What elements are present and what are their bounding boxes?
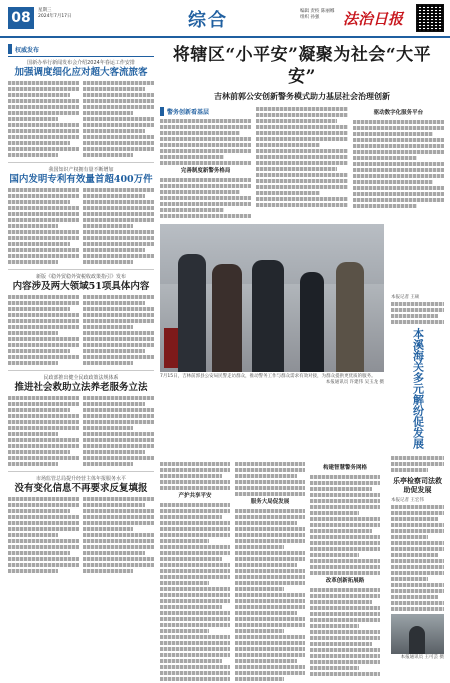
subheading: 驱动数字化服务平台: [373, 110, 424, 116]
story-title: 推进社会救助立法养老服务立法: [14, 382, 148, 393]
story-body: [8, 497, 154, 575]
layout-line: 组织 孙强: [300, 15, 320, 20]
side-author: 本报记者 王硕: [391, 295, 420, 300]
photo-credit: 本报通讯员 许建伟 吴玉龙 摄: [325, 380, 384, 385]
photo-caption: 7月15日，吉林前郭县公安局民警走访群众，推动警务工作与群众需求有效对接，为群众提供更优质的服务。: [160, 374, 376, 379]
main-text-row: [160, 107, 444, 220]
date-block: [38, 8, 72, 20]
story-body: [8, 188, 154, 266]
section-marker-icon: [160, 107, 164, 116]
subheading: 改革创新拓展路: [325, 578, 365, 584]
feature-photo: [160, 224, 384, 372]
story-title: 没有变化信息不再要求反复填报: [14, 483, 148, 494]
story-kicker: 国新办举行新闻发布会介绍2024年春运工作安排: [27, 60, 135, 66]
story-body: [8, 81, 154, 159]
lower-col-2: [235, 462, 305, 683]
main-section-header: [160, 107, 251, 116]
news-story: [8, 274, 154, 371]
story-kicker: 新版《稳外贸稳外资税收政策指引》发布: [35, 274, 126, 280]
masthead: [0, 0, 450, 38]
subheading: 产护共享平安: [178, 493, 212, 499]
story-kicker: 民政部推出健全民政政策法规体系: [43, 375, 119, 381]
story-title: 加强调度细化应对超大客流旅客: [14, 67, 148, 78]
page-number: 08: [8, 7, 34, 29]
subheading: 构建智慧警务网格: [322, 465, 367, 471]
story-kicker: 我国知识产权拥有量不断增加: [48, 167, 114, 173]
news-story: [8, 375, 154, 472]
lower-col-3: [310, 462, 380, 683]
lower-col-1: [160, 462, 230, 683]
left-column: [8, 44, 154, 676]
main-col-3: [353, 107, 444, 220]
main-lower-row: [160, 462, 444, 683]
side-author: 本报记者 王宏伟: [391, 498, 424, 503]
news-story: [8, 476, 154, 578]
main-col-2: [256, 107, 347, 220]
subheading: 完善制度新警务格局: [180, 168, 231, 174]
subheading: 服务大局促发展: [250, 499, 290, 505]
story-body: [8, 396, 154, 468]
weekday: 星期三: [38, 8, 52, 13]
story-title: 内容涉及两大领域51项具体内容: [12, 281, 150, 292]
story-body: [8, 295, 154, 367]
editor-credits: [300, 9, 334, 21]
main-col-1: [160, 107, 251, 220]
editor-line: 编辑 责校 陈丽娜: [300, 9, 335, 14]
news-story: [8, 167, 154, 270]
left-section-header: [8, 44, 154, 57]
main-feature: [160, 44, 444, 676]
side-photo-credit: 本报通讯员 王可芸 摄: [400, 655, 444, 660]
news-story: [8, 60, 154, 163]
left-section-label: 权威发布: [15, 46, 40, 54]
side-story-title: 乐亭检察司法救助促发展: [393, 476, 442, 494]
newspaper-logo: 法治日报: [343, 10, 404, 28]
main-headline: 将辖区“小平安”凝聚为社会“大平安”: [172, 45, 432, 87]
qr-code-icon: [416, 4, 444, 32]
main-section-label: 警务创新看基层: [167, 109, 210, 116]
story-title: 国内发明专利有效量首超400万件: [9, 174, 153, 185]
date: 2024年7月17日: [38, 14, 72, 19]
story-kicker: 市场监管总局提升经营主体年报服务水平: [35, 476, 126, 482]
main-subhead: 吉林前郭公安创新警务模式助力基层社会治理创新: [214, 91, 390, 101]
section-marker-icon: [8, 44, 12, 54]
section-title: 综合: [188, 10, 228, 31]
side-vertical-title: 本溪海关多元解纷促发展: [411, 328, 425, 449]
